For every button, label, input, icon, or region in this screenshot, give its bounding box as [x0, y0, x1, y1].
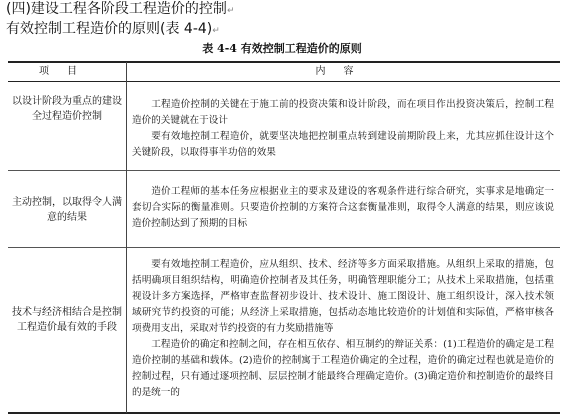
subsection-heading-text: 有效控制工程造价的原则(表 4-4) [6, 21, 213, 37]
return-mark-icon: ↵ [212, 26, 220, 36]
section-heading [6, 0, 234, 20]
return-mark-icon: ↵ [226, 6, 235, 16]
row-item-label: 技术与经济相结合是控制工程造价最有效的手段 [12, 307, 122, 333]
column-header-item: 项目 [39, 66, 95, 77]
column-divider [126, 62, 127, 413]
subsection-heading [6, 20, 220, 40]
row-content [132, 257, 554, 401]
row-content [132, 97, 554, 161]
section-heading-text: (四)建设工程各阶段工程造价的控制 [6, 1, 227, 17]
row-item-label: 以设计阶段为重点的建设全过程造价控制 [12, 96, 122, 122]
table-bottom-rule [8, 412, 560, 414]
row-divider [8, 247, 560, 248]
row-divider [8, 170, 560, 171]
row-item-label: 主动控制，以取得令人满意的结果 [12, 197, 122, 223]
column-header-content: 内容 [315, 66, 372, 77]
content-paragraph: 要有效地控制工程造价，就要坚决地把控制重点转到建设前期阶段上来，尤其应抓住设计这个关键阶段，以取得事半功倍的效果 [132, 131, 554, 158]
content-paragraph: 要有效地控制工程造价，应从组织、技术、经济等多方面采取措施。从组织上采取的措施，包括明确项目组织结构，明确造价控制者及其任务，明确管理职能分工；从技术上采取措施，包括重视设计多方案选择，严格审查监督初步设计、技术设计、施工图设计、施工组织设计，深入技术领域研究节约投资的可能；从经济上采取措施，包括动态地比较造价的计划值和实际值，严格审核各项费用支出，采取对节约投资的有力奖励措施等 [132, 259, 554, 334]
row-content [132, 184, 554, 232]
content-paragraph: 造价工程师的基本任务应根据业主的要求及建设的客观条件进行综合研究，实事求是地确定一套切合实际的衡量准则。只要造价控制的方案符合这套衡量准则，取得令人满意的结果，则应该说造价控制达到了预期的目标 [132, 186, 554, 229]
table-header-rule [8, 81, 560, 82]
table-caption: 表 4-4 有效控制工程造价的原则 [202, 42, 362, 55]
content-paragraph: 工程造价的确定和控制之间，存在相互依存、相互制约的辩证关系：(1)工程造价的确定是工程造价控制的基础和载体。(2)造价的控制寓于工程造价确定的全过程，造价的确定过程也就是造价的控制过程，只有通过逐项控制、层层控制才能最终合理确定造价。(3)确定造价和控制造价的最终目的是统一的 [132, 339, 554, 398]
content-paragraph: 工程造价控制的关键在于施工前的投资决策和设计阶段，而在项目作出投资决策后，控制工程造价的关键就在于设计 [132, 99, 554, 126]
